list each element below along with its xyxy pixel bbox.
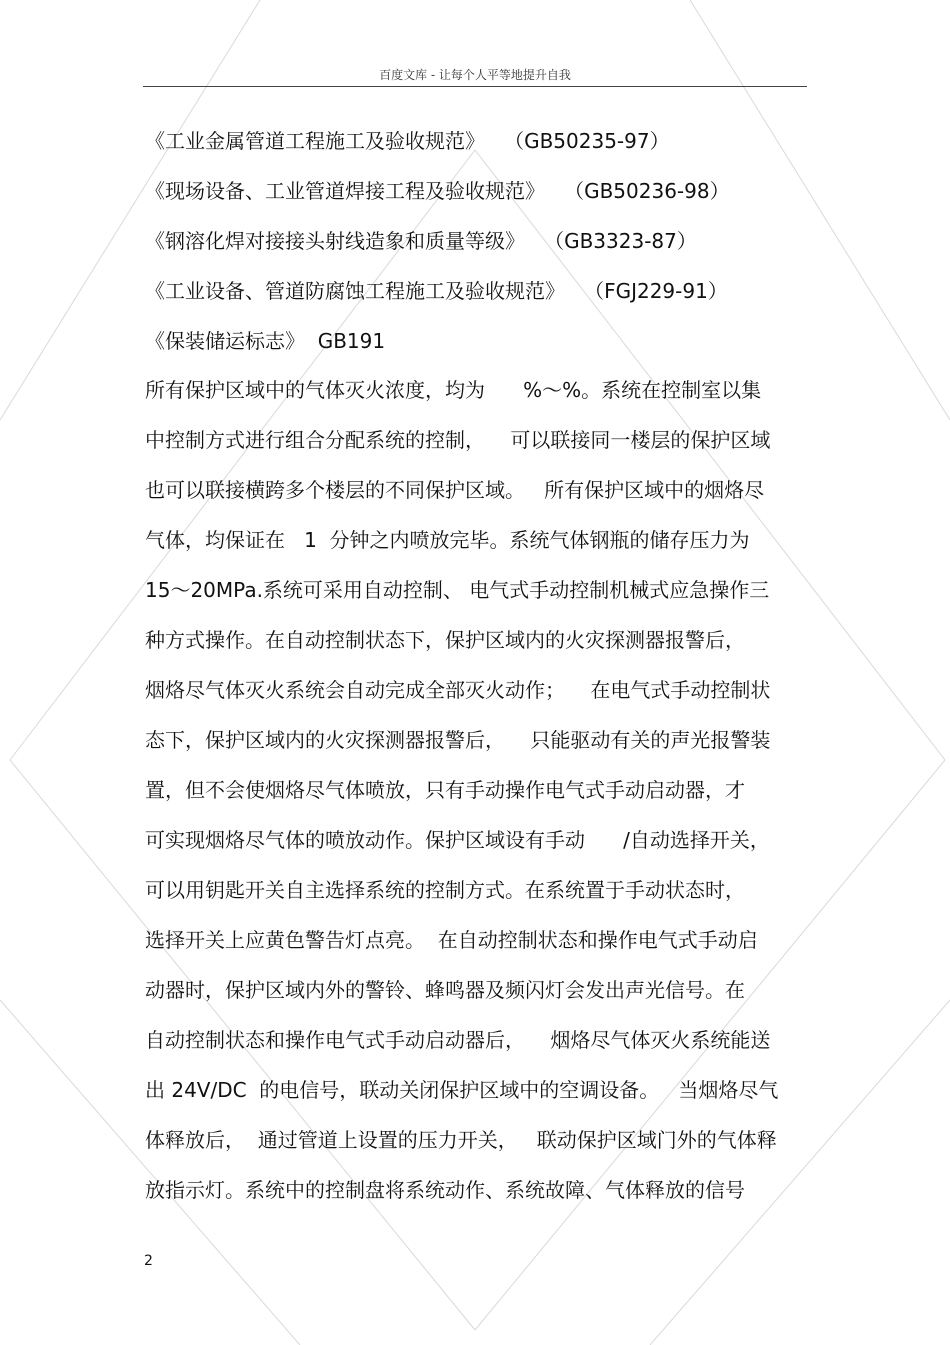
text-line: 出 24V/DC 的电信号，联动关闭保护区域中的空调设备。 当烟烙尽气 (145, 1078, 779, 1102)
text-line: 态下，保护区域内的火灾探测器报警后， 只能驱动有关的声光报警装 (145, 728, 771, 752)
text-line: 可以用钥匙开关自主选择系统的控制方式。在系统置于手动状态时， (145, 878, 745, 902)
page-number: 2 (144, 1253, 153, 1269)
text-line: 气体，均保证在 1 分钟之内喷放完毕。系统气体钢瓶的储存压力为 (145, 528, 750, 552)
text-line: 放指示灯。系统中的控制盘将系统动作、系统故障、气体释放的信号 (145, 1178, 745, 1202)
page-header: 百度文库 - 让每个人平等地提升自我 (379, 68, 571, 82)
reference-item: 《钢溶化焊对接接头射线造象和质量等级》 （GB3323-87） (145, 229, 697, 253)
reference-item: 《工业金属管道工程施工及验收规范》 （GB50235-97） (145, 129, 670, 153)
text-line: 自动控制状态和操作电气式手动启动器后， 烟烙尽气体灭火系统能送 (145, 1028, 771, 1052)
text-line: 中控制方式进行组合分配系统的控制， 可以联接同一楼层的保护区域 (145, 428, 771, 452)
text-line: 选择开关上应黄色警告灯点亮。 在自动控制状态和操作电气式手动启 (145, 928, 758, 952)
text-line: 置，但不会使烟烙尽气体喷放，只有手动操作电气式手动启动器，才 (145, 778, 745, 802)
text-line: 所有保护区域中的气体灭火浓度，均为 %～%。系统在控制室以集 (145, 378, 762, 402)
reference-item: 《工业设备、管道防腐蚀工程施工及验收规范》 （FGJ229-91） (145, 279, 728, 303)
reference-item: 《保装储运标志》 GB191 (145, 329, 386, 353)
text-line: 种方式操作。在自动控制状态下，保护区域内的火灾探测器报警后， (145, 628, 745, 652)
text-line: 体释放后， 通过管道上设置的压力开关， 联动保护区域门外的气体释 (145, 1128, 777, 1152)
text-line: 烟烙尽气体灭火系统会自动完成全部灭火动作； 在电气式手动控制状 (145, 678, 771, 702)
text-line: 可实现烟烙尽气体的喷放动作。保护区域设有手动 /自动选择开关， (145, 828, 770, 852)
reference-item: 《现场设备、工业管道焊接工程及验收规范》 （GB50236-98） (145, 179, 730, 203)
text-line: 15～20MPa.系统可采用自动控制、 电气式手动控制机械式应急操作三 (145, 578, 770, 602)
text-line: 动器时，保护区域内外的警铃、蜂鸣器及频闪灯会发出声光信号。在 (145, 978, 745, 1002)
header-divider (143, 86, 807, 87)
text-line: 也可以联接横跨多个楼层的不同保护区域。 所有保护区域中的烟烙尽 (145, 478, 765, 502)
